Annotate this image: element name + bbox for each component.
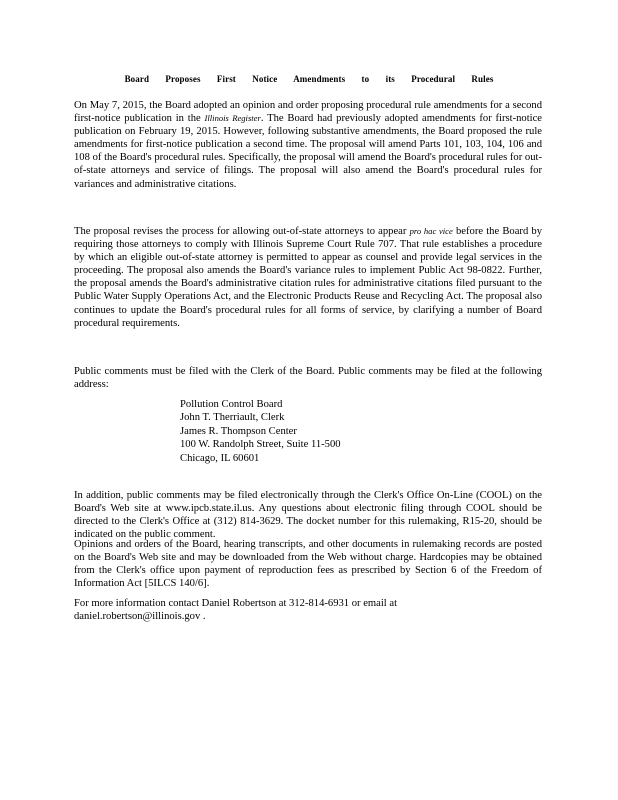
paragraph-adoption-text-a: On May 7, 2015, the Board adopted an opinion and order proposing procedural rule amendments for a second first-notice publication in the — [74, 100, 542, 125]
paragraph-comments: Public comments must be filed with the Clerk of the Board. Public comments may be filed at the following address: — [74, 366, 542, 391]
address-line-center: James R. Thompson Center — [180, 425, 297, 437]
paragraph-revisions-text-a: The proposal revises the process for allowing out-of-state attorneys to appear — [74, 226, 407, 237]
paragraph-revisions — [74, 225, 542, 330]
pro-hac-vice-italic: pro hac vice — [409, 226, 453, 236]
paragraph-electronic-filing: In addition, public comments may be filed electronically through the Clerk's Office On-Line (COOL) on the Board's Web site at www.ipcb.state.il.us. Any questions about electronic filing through COOL should be directed to the Clerk's Office at (312) 814-3629. The docket number for this rulemaking, R15-20, should be indicated on the public comment. — [74, 490, 542, 541]
illinois-register-italic: Illinois Register — [204, 113, 261, 124]
document-title: Board Proposes First Notice Amendments to its Procedural Rules — [124, 74, 494, 84]
paragraph-revisions-text-b: before the Board by requiring those attorneys to comply with Illinois Supreme Court Rule 707. That rule establishes a procedure by which an eligible out-of-state attorney is permitted to appear as counsel and provide legal services in the proceeding. The proposal also amends the Board's variance rules to implement Public Act 98-0822. Further, the proposal amends the Board's administrative citation rules for administrative citations filed pursuant to the Public Water Supply Operations Act, and the Electronic Products Reuse and Recycling Act. The proposal also continues to update the Board's procedural rules for all forms of service, by clarifying a number of Board procedural requirements. — [74, 226, 543, 329]
mailing-address — [180, 398, 341, 465]
paragraph-adoption-text-b: . The Board had previously adopted amendments for first-notice publication on February 19, 2015. However, following substantive amendments, the Board proposed the rule amendments for first-notice publication a second time. The proposal will amend Parts 101, 103, 104, 106 and 108 of the Board's procedural rules. Specifically, the proposal will amend the Board's procedural rules for out-of-state attorneys and service of filings. The proposal will also amend the Board's procedural rules for variances and administrative citations. — [74, 113, 542, 190]
contact-email: daniel.robertson@illinois.gov . — [74, 611, 206, 623]
address-line-street: 100 W. Randolph Street, Suite 11-500 — [180, 439, 341, 451]
address-line-board: Pollution Control Board — [180, 399, 283, 410]
contact-line: For more information contact Daniel Robertson at 312-814-6931 or email at — [74, 598, 398, 609]
paragraph-opinions: Opinions and orders of the Board, hearing transcripts, and other documents in rulemaking records are posted on the Board's Web site and may be downloaded from the Web without charge. Hardcopies may be obtained from the Clerk's office upon payment of reproduction fees as prescribed by Section 6 of the Freedom of Information Act [5ILCS 140/6]. — [74, 539, 542, 590]
paragraph-adoption — [74, 99, 542, 191]
paragraph-contact — [74, 597, 542, 623]
address-line-city: Chicago, IL 60601 — [180, 452, 260, 464]
address-line-clerk: John T. Therriault, Clerk — [180, 412, 285, 424]
